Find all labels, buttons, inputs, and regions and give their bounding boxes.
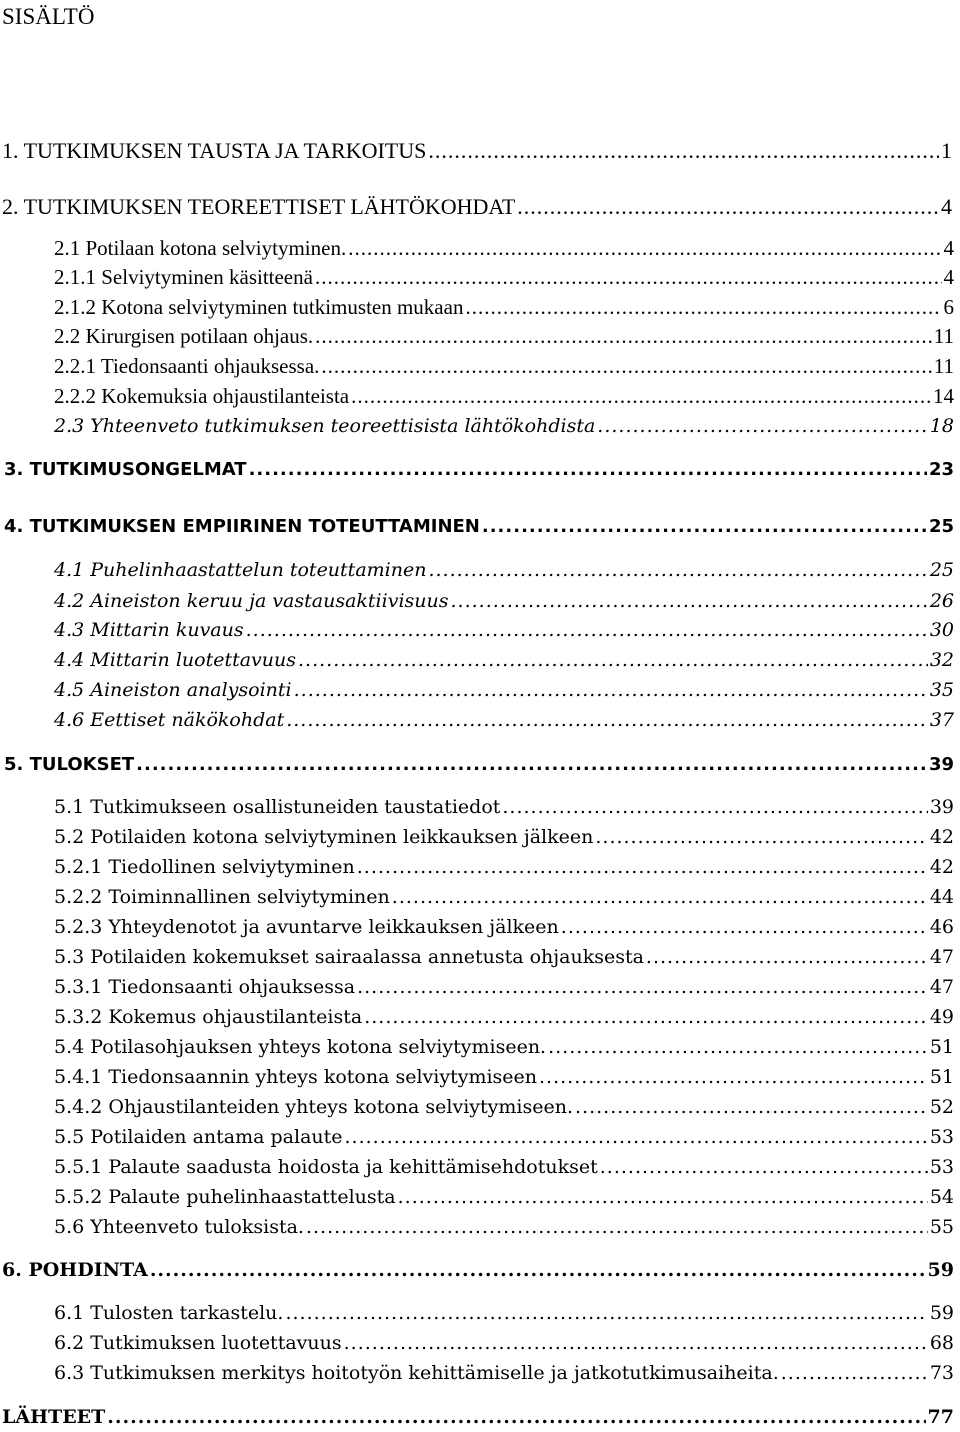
dot-leader (600, 1152, 928, 1182)
toc-entry-page-number: 59 (927, 1259, 954, 1281)
toc-entry-label: 6.1 Tulosten tarkastelu. (54, 1302, 284, 1324)
toc-entry-label: 2.1 Potilaan kotona selviytyminen. (54, 236, 347, 260)
dot-leader (482, 512, 927, 542)
toc-entry[interactable] (54, 321, 954, 351)
dot-leader (539, 1062, 928, 1092)
toc-entry-page-number: 4 (941, 194, 952, 219)
toc-entry-label: 4. TUTKIMUKSEN EMPIIRINEN TOTEUTTAMINEN (4, 516, 480, 537)
toc-entry[interactable] (54, 1062, 954, 1092)
toc-entry[interactable] (54, 1182, 954, 1212)
toc-entry-page-number: 53 (929, 1126, 954, 1148)
toc-entry-page-number: 44 (929, 886, 954, 908)
dot-leader (357, 972, 928, 1002)
toc-entry-page-number: 18 (929, 415, 954, 437)
toc-entry-label: 5.3 Potilaiden kokemukset sairaalassa annetusta ohjauksesta (54, 946, 644, 968)
toc-entry[interactable] (54, 942, 954, 972)
toc-entry[interactable] (4, 512, 954, 542)
toc-entry-label: 5.6 Yhteenveto tuloksista. (54, 1216, 304, 1238)
toc-entry-page-number: 4 (943, 265, 954, 289)
toc-entry[interactable] (4, 455, 954, 485)
toc-entry[interactable] (2, 1402, 954, 1432)
toc-entry-page-number: 47 (929, 946, 954, 968)
toc-entry-label: 5.4.1 Tiedonsaannin yhteys kotona selviytymiseen (54, 1066, 538, 1088)
toc-entry[interactable] (54, 705, 954, 735)
toc-entry-label: 5.2 Potilaiden kotona selviytyminen leikkauksen jälkeen (54, 826, 594, 848)
toc-entry[interactable] (54, 233, 954, 263)
toc-entry-page-number: 37 (929, 709, 954, 731)
dot-leader (136, 750, 927, 780)
toc-entry-label: 5.5 Potilaiden antama palaute (54, 1126, 343, 1148)
dot-leader (285, 1298, 927, 1328)
dot-leader (298, 645, 928, 675)
toc-entry-label: 2.2.2 Kokemuksia ohjaustilanteista (54, 384, 350, 408)
toc-entry-label: 4.6 Eettiset näkökohdat (54, 709, 285, 731)
dot-leader (781, 1358, 928, 1388)
toc-entry-label: 5.4 Potilasohjauksen yhteys kotona selviytymiseen. (54, 1036, 547, 1058)
toc-entry[interactable] (54, 555, 954, 585)
dot-leader (428, 136, 939, 166)
toc-entry-label: 5.3.2 Kokemus ohjaustilanteista (54, 1006, 363, 1028)
toc-entry[interactable] (54, 411, 954, 441)
toc-entry[interactable] (54, 586, 954, 616)
toc-entry-label: LÄHTEET (2, 1406, 106, 1428)
toc-entry-page-number: 4 (943, 236, 954, 260)
toc-entry-page-number: 59 (929, 1302, 954, 1324)
dot-leader (465, 292, 941, 322)
toc-entry[interactable] (54, 615, 954, 645)
toc-entry-label: 6.2 Tutkimuksen luotettavuus (54, 1332, 342, 1354)
toc-entry-page-number: 52 (929, 1096, 954, 1118)
toc-entry-page-number: 23 (928, 459, 954, 480)
toc-entry-page-number: 6 (943, 295, 954, 319)
dot-leader (575, 1092, 928, 1122)
toc-entry-label: 6. POHDINTA (2, 1259, 148, 1281)
toc-entry[interactable] (2, 192, 952, 222)
dot-leader (344, 1328, 928, 1358)
toc-entry-page-number: 46 (929, 916, 954, 938)
toc-entry-label: 2.2.1 Tiedonsaanti ohjauksessa. (54, 354, 320, 378)
dot-leader (249, 455, 927, 485)
toc-entry-page-number: 49 (929, 1006, 954, 1028)
toc-entry-label: 4.2 Aineiston keruu ja vastausaktiivisuus (54, 590, 449, 612)
toc-entry[interactable] (54, 792, 954, 822)
toc-entry-label: 2.1.1 Selviytyminen käsitteenä (54, 265, 313, 289)
toc-entry-page-number: 68 (929, 1332, 954, 1354)
dot-leader (392, 882, 928, 912)
toc-entry[interactable] (54, 645, 954, 675)
toc-entry[interactable] (4, 750, 954, 780)
toc-entry-page-number: 73 (929, 1362, 954, 1384)
dot-leader (150, 1255, 926, 1285)
toc-entry[interactable] (54, 822, 954, 852)
toc-entry-label: 5.5.1 Palaute saadusta hoidosta ja kehittämisehdotukset (54, 1156, 598, 1178)
dot-leader (357, 852, 928, 882)
toc-entry-page-number: 11 (933, 324, 954, 348)
toc-entry-label: 2. TUTKIMUKSEN TEOREETTISET LÄHTÖKOHDAT (2, 194, 516, 219)
toc-entry[interactable] (54, 1092, 954, 1122)
toc-entry-page-number: 25 (928, 516, 954, 537)
toc-entry-page-number: 35 (929, 679, 954, 701)
toc-entry-label: 4.4 Mittarin luotettavuus (54, 649, 297, 671)
dot-leader (345, 1122, 928, 1152)
toc-entry-label: 5. TULOKSET (4, 754, 135, 775)
toc-entry-page-number: 39 (929, 796, 954, 818)
toc-entry-label: 2.2 Kirurgisen potilaan ohjaus. (54, 324, 314, 348)
toc-entry-page-number: 42 (929, 826, 954, 848)
toc-entry[interactable] (2, 136, 952, 166)
toc-entry-label: 5.5.2 Palaute puhelinhaastattelusta (54, 1186, 396, 1208)
dot-leader (315, 262, 942, 292)
toc-entry-label: 5.3.1 Tiedonsaanti ohjauksessa (54, 976, 356, 998)
dot-leader (597, 411, 928, 441)
toc-entry-page-number: 54 (929, 1186, 954, 1208)
toc-entry-page-number: 47 (929, 976, 954, 998)
toc-entry-page-number: 77 (927, 1406, 954, 1428)
toc-entry-page-number: 11 (933, 354, 954, 378)
toc-entry-page-number: 14 (933, 384, 954, 408)
dot-leader (451, 586, 928, 616)
dot-leader (548, 1032, 928, 1062)
toc-entry[interactable] (54, 1358, 954, 1388)
toc-entry[interactable] (54, 1122, 954, 1152)
toc-entry-label: 5.1 Tutkimukseen osallistuneiden taustatiedot (54, 796, 501, 818)
toc-entry-label: 3. TUTKIMUSONGELMAT (4, 459, 247, 480)
dot-leader (315, 321, 932, 351)
dot-leader (306, 1212, 928, 1242)
toc-entry[interactable] (54, 882, 954, 912)
toc-entry[interactable] (54, 262, 954, 292)
dot-leader (428, 555, 927, 585)
page-title: SISÄLTÖ (2, 4, 95, 29)
toc-entry[interactable] (54, 1002, 954, 1032)
toc-entry-label: 4.5 Aineiston analysointi (54, 679, 292, 701)
dot-leader (246, 615, 928, 645)
toc-entry[interactable] (54, 351, 954, 381)
toc-entry[interactable] (54, 852, 954, 882)
toc-entry-page-number: 42 (929, 856, 954, 878)
toc-entry[interactable] (54, 1152, 954, 1182)
dot-leader (107, 1402, 925, 1432)
toc-entry-page-number: 26 (929, 590, 954, 612)
toc-entry[interactable] (54, 292, 954, 322)
dot-leader (294, 675, 928, 705)
toc-entry[interactable] (54, 1328, 954, 1358)
toc-entry-page-number: 51 (929, 1066, 954, 1088)
toc-entry-label: 5.2.1 Tiedollinen selviytyminen (54, 856, 355, 878)
toc-entry-page-number: 25 (929, 559, 954, 581)
toc-entry-label: 5.4.2 Ohjaustilanteiden yhteys kotona selviytymiseen. (54, 1096, 573, 1118)
toc-entry-label: 4.3 Mittarin kuvaus (54, 619, 244, 641)
dot-leader (398, 1182, 928, 1212)
dot-leader (646, 942, 928, 972)
dot-leader (321, 351, 931, 381)
toc-entry-page-number: 55 (929, 1216, 954, 1238)
toc-entry[interactable] (54, 1032, 954, 1062)
dot-leader (286, 705, 928, 735)
toc-entry[interactable] (54, 912, 954, 942)
toc-entry-page-number: 32 (929, 649, 954, 671)
toc-entry-label: 4.1 Puhelinhaastattelun toteuttaminen (54, 559, 427, 581)
dot-leader (561, 912, 928, 942)
toc-entry-page-number: 39 (928, 754, 954, 775)
dot-leader (517, 192, 939, 222)
toc-entry-label: 2.1.2 Kotona selviytyminen tutkimusten mukaan (54, 295, 464, 319)
dot-leader (351, 381, 931, 411)
dot-leader (348, 233, 941, 263)
toc-entry-page-number: 53 (929, 1156, 954, 1178)
toc-entry-label: 6.3 Tutkimuksen merkitys hoitotyön kehittämiselle ja jatkotutkimusaiheita. (54, 1362, 779, 1384)
dot-leader (595, 822, 927, 852)
dot-leader (502, 792, 927, 822)
toc-entry-page-number: 51 (929, 1036, 954, 1058)
toc-entry-label: 5.2.3 Yhteydenotot ja avuntarve leikkauksen jälkeen (54, 916, 559, 938)
toc-entry-page-number: 30 (929, 619, 954, 641)
toc-entry-label: 1. TUTKIMUKSEN TAUSTA JA TARKOITUS (2, 138, 427, 163)
toc-entry[interactable] (54, 381, 954, 411)
dot-leader (364, 1002, 928, 1032)
toc-entry[interactable] (54, 1212, 954, 1242)
toc-entry[interactable] (54, 675, 954, 705)
toc-entry[interactable] (2, 1255, 954, 1285)
toc-entry[interactable] (54, 1298, 954, 1328)
toc-entry-label: 5.2.2 Toiminnallinen selviytyminen (54, 886, 390, 908)
toc-entry[interactable] (54, 972, 954, 1002)
toc-entry-label: 2.3 Yhteenveto tutkimuksen teoreettisista lähtökohdista (54, 415, 596, 437)
toc-entry-page-number: 1 (941, 138, 952, 163)
